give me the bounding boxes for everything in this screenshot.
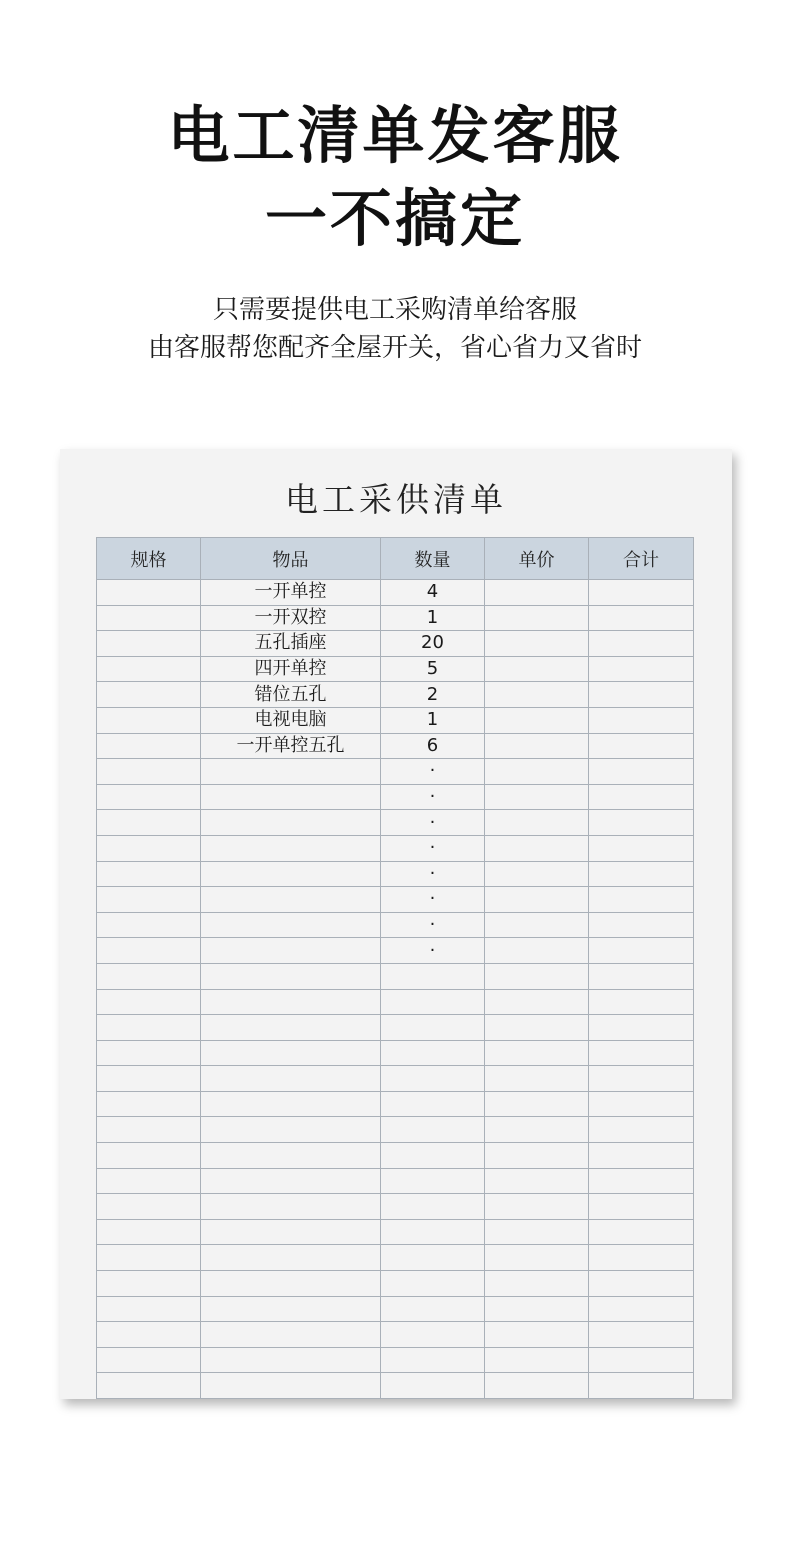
cell-quantity (381, 1015, 485, 1041)
table-row (97, 1143, 694, 1169)
table-row (97, 989, 694, 1015)
table-row (97, 605, 694, 631)
cell-item: 电视电脑 (201, 707, 381, 733)
table-row (97, 835, 694, 861)
cell-item: 一开单控 (201, 580, 381, 606)
cell-item (201, 784, 381, 810)
column-header-unit-price: 单价 (485, 538, 589, 580)
cell-item: 错位五孔 (201, 682, 381, 708)
cell-item (201, 1117, 381, 1143)
cell-quantity (381, 1219, 485, 1245)
cell-total (589, 1219, 694, 1245)
cell-quantity: · (381, 887, 485, 913)
cell-total (589, 1245, 694, 1271)
cell-unit-price (485, 861, 589, 887)
cell-unit-price (485, 1347, 589, 1373)
cell-quantity: 1 (381, 605, 485, 631)
cell-spec (97, 912, 201, 938)
cell-item (201, 1194, 381, 1220)
cell-item: 一开双控 (201, 605, 381, 631)
cell-unit-price (485, 1168, 589, 1194)
cell-quantity: 5 (381, 656, 485, 682)
cell-total (589, 1143, 694, 1169)
cell-spec (97, 1271, 201, 1297)
cell-spec (97, 1066, 201, 1092)
cell-unit-price (485, 605, 589, 631)
cell-item (201, 1168, 381, 1194)
cell-quantity (381, 1066, 485, 1092)
table-row (97, 1168, 694, 1194)
cell-spec (97, 938, 201, 964)
cell-spec (97, 861, 201, 887)
cell-spec (97, 1373, 201, 1399)
cell-total (589, 1066, 694, 1092)
cell-total (589, 733, 694, 759)
cell-quantity (381, 1373, 485, 1399)
cell-unit-price (485, 1040, 589, 1066)
cell-total (589, 1168, 694, 1194)
cell-quantity (381, 1143, 485, 1169)
cell-total (589, 1091, 694, 1117)
cell-unit-price (485, 707, 589, 733)
table-row (97, 1015, 694, 1041)
table-row (97, 1245, 694, 1271)
cell-total (589, 1373, 694, 1399)
cell-quantity (381, 1271, 485, 1297)
table-row (97, 1194, 694, 1220)
cell-item: 一开单控五孔 (201, 733, 381, 759)
cell-unit-price (485, 1296, 589, 1322)
cell-item (201, 810, 381, 836)
table-row (97, 1271, 694, 1297)
cell-spec (97, 963, 201, 989)
cell-total (589, 989, 694, 1015)
cell-quantity: · (381, 784, 485, 810)
cell-quantity (381, 1322, 485, 1348)
cell-item (201, 1347, 381, 1373)
table-row (97, 682, 694, 708)
table-row (97, 759, 694, 785)
cell-unit-price (485, 1015, 589, 1041)
headline-line-2: 一不搞定 (264, 182, 525, 255)
cell-unit-price (485, 1245, 589, 1271)
cell-quantity (381, 1296, 485, 1322)
cell-quantity (381, 1347, 485, 1373)
table-row (97, 1117, 694, 1143)
cell-total (589, 835, 694, 861)
cell-spec (97, 810, 201, 836)
cell-unit-price (485, 1091, 589, 1117)
cell-quantity (381, 1245, 485, 1271)
cell-total (589, 1271, 694, 1297)
cell-unit-price (485, 1117, 589, 1143)
cell-spec (97, 989, 201, 1015)
cell-spec (97, 1322, 201, 1348)
cell-item: 五孔插座 (201, 631, 381, 657)
cell-spec (97, 784, 201, 810)
cell-item (201, 1373, 381, 1399)
cell-unit-price (485, 810, 589, 836)
column-header-item: 物品 (201, 538, 381, 580)
cell-item (201, 759, 381, 785)
cell-total (589, 682, 694, 708)
cell-total (589, 707, 694, 733)
cell-total (589, 605, 694, 631)
cell-total (589, 759, 694, 785)
subtitle-line-2: 由客服帮您配齐全屋开关，省心省力又省时 (147, 333, 642, 363)
cell-item (201, 912, 381, 938)
table-body (97, 580, 694, 1399)
cell-unit-price (485, 1066, 589, 1092)
cell-total (589, 887, 694, 913)
cell-item (201, 1271, 381, 1297)
cell-unit-price (485, 963, 589, 989)
table-row (97, 861, 694, 887)
cell-spec (97, 759, 201, 785)
table-row (97, 707, 694, 733)
table-row (97, 1347, 694, 1373)
cell-unit-price (485, 580, 589, 606)
purchase-list-sheet (60, 449, 732, 1399)
cell-spec (97, 1117, 201, 1143)
cell-total (589, 861, 694, 887)
cell-quantity (381, 1040, 485, 1066)
cell-item (201, 1219, 381, 1245)
cell-quantity: · (381, 912, 485, 938)
cell-unit-price (485, 1143, 589, 1169)
cell-total (589, 810, 694, 836)
cell-quantity (381, 1168, 485, 1194)
cell-quantity: 6 (381, 733, 485, 759)
headline-line-1: 电工清单发客服 (167, 99, 623, 172)
cell-item (201, 1143, 381, 1169)
table-row (97, 938, 694, 964)
cell-quantity: 20 (381, 631, 485, 657)
cell-quantity: · (381, 938, 485, 964)
table-row (97, 733, 694, 759)
cell-unit-price (485, 1219, 589, 1245)
cell-unit-price (485, 912, 589, 938)
cell-spec (97, 631, 201, 657)
cell-total (589, 656, 694, 682)
cell-total (589, 1015, 694, 1041)
cell-unit-price (485, 759, 589, 785)
cell-spec (97, 580, 201, 606)
table-row (97, 1322, 694, 1348)
cell-spec (97, 887, 201, 913)
cell-item (201, 1322, 381, 1348)
cell-total (589, 1296, 694, 1322)
cell-item (201, 1091, 381, 1117)
cell-quantity: · (381, 810, 485, 836)
cell-quantity: 2 (381, 682, 485, 708)
cell-quantity (381, 1091, 485, 1117)
cell-total (589, 631, 694, 657)
table-row (97, 963, 694, 989)
cell-item (201, 1245, 381, 1271)
cell-spec (97, 1168, 201, 1194)
cell-item (201, 963, 381, 989)
cell-item (201, 1015, 381, 1041)
cell-unit-price (485, 887, 589, 913)
cell-spec (97, 605, 201, 631)
table-row (97, 580, 694, 606)
cell-spec (97, 1040, 201, 1066)
cell-total (589, 1194, 694, 1220)
cell-total (589, 580, 694, 606)
table-row (97, 631, 694, 657)
cell-spec (97, 707, 201, 733)
table-row (97, 1066, 694, 1092)
cell-unit-price (485, 656, 589, 682)
cell-spec (97, 656, 201, 682)
cell-spec (97, 1245, 201, 1271)
cell-spec (97, 1347, 201, 1373)
cell-total (589, 912, 694, 938)
cell-item (201, 835, 381, 861)
cell-unit-price (485, 784, 589, 810)
cell-quantity (381, 989, 485, 1015)
column-header-spec: 规格 (97, 538, 201, 580)
cell-spec (97, 1219, 201, 1245)
cell-quantity: · (381, 759, 485, 785)
cell-unit-price (485, 938, 589, 964)
cell-spec (97, 682, 201, 708)
cell-unit-price (485, 1194, 589, 1220)
cell-unit-price (485, 1373, 589, 1399)
table-row (97, 656, 694, 682)
table-row (97, 887, 694, 913)
sheet-title: 电工采供清单 (285, 480, 507, 519)
cell-unit-price (485, 631, 589, 657)
cell-quantity: · (381, 835, 485, 861)
cell-total (589, 784, 694, 810)
table-row (97, 1373, 694, 1399)
cell-spec (97, 1091, 201, 1117)
cell-total (589, 1347, 694, 1373)
cell-total (589, 1322, 694, 1348)
cell-unit-price (485, 1322, 589, 1348)
cell-item: 四开单控 (201, 656, 381, 682)
cell-item (201, 887, 381, 913)
table-row (97, 1040, 694, 1066)
cell-spec (97, 1296, 201, 1322)
table-row (97, 1091, 694, 1117)
cell-item (201, 989, 381, 1015)
table-header-row (97, 538, 694, 580)
cell-spec (97, 835, 201, 861)
cell-quantity: · (381, 861, 485, 887)
cell-spec (97, 1015, 201, 1041)
table-row (97, 810, 694, 836)
cell-quantity: 1 (381, 707, 485, 733)
cell-unit-price (485, 835, 589, 861)
column-header-total: 合计 (589, 538, 694, 580)
cell-total (589, 938, 694, 964)
cell-unit-price (485, 733, 589, 759)
cell-unit-price (485, 989, 589, 1015)
table-row (97, 912, 694, 938)
table-row (97, 1296, 694, 1322)
cell-unit-price (485, 1271, 589, 1297)
purchase-list-table (96, 537, 694, 1399)
table-row (97, 1219, 694, 1245)
column-header-quantity: 数量 (381, 538, 485, 580)
cell-quantity (381, 963, 485, 989)
cell-item (201, 1040, 381, 1066)
table-row (97, 784, 694, 810)
subtitle-line-1: 只需要提供电工采购清单给客服 (212, 295, 577, 325)
cell-spec (97, 1143, 201, 1169)
cell-total (589, 963, 694, 989)
cell-total (589, 1117, 694, 1143)
cell-spec (97, 733, 201, 759)
cell-item (201, 938, 381, 964)
cell-spec (97, 1194, 201, 1220)
cell-total (589, 1040, 694, 1066)
cell-quantity: 4 (381, 580, 485, 606)
cell-item (201, 861, 381, 887)
cell-item (201, 1066, 381, 1092)
cell-unit-price (485, 682, 589, 708)
cell-item (201, 1296, 381, 1322)
cell-quantity (381, 1117, 485, 1143)
cell-quantity (381, 1194, 485, 1220)
